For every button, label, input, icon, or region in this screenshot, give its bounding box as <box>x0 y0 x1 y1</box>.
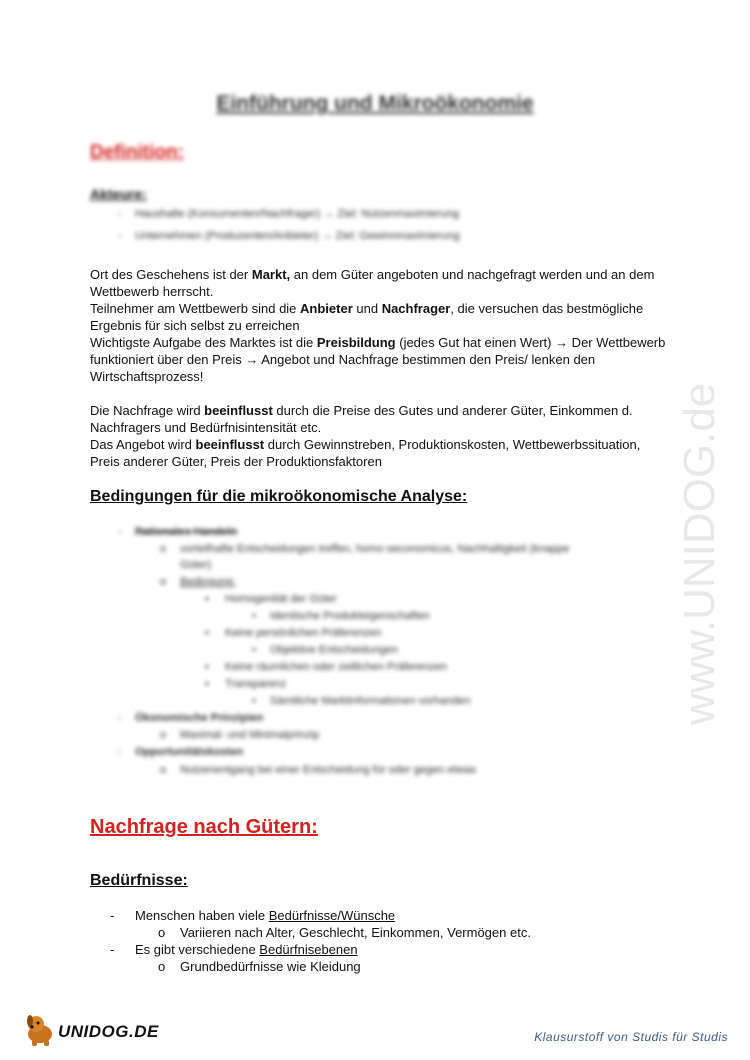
beduerfnisse-heading: Bedürfnisse: <box>90 872 188 889</box>
list-item: Homogenität der Güter <box>225 593 337 605</box>
akteure-item: Unternehmen (Produzenten/Anbieter) → Ziel: Gewinnmaximierung <box>135 230 460 242</box>
paragraph-market: Ort des Geschehens ist der Markt, an dem Güter angeboten und nachgefragt werden und an dem Wettbewerb herrscht. Teilnehmer am Wettbewerb sind die Anbieter und Nachfrager, die versuchen das bestmögliche Ergebnis für sich selbst zu erreichen Wichtigste Aufgabe des Marktes ist die Preisbildung (jedes Gut hat einen Wert) → Der Wettbewerb funktioniert über den Preis → Angebot und Nachfrage bestimmen den Preis/ lenken den Wirtschaftsprozess! <box>90 267 666 384</box>
watermark <box>670 280 730 730</box>
list-item: vorteilhafte Entscheidungen treffen, homo oeconomicus, Nachhaltigkeit (knappe <box>180 543 570 555</box>
akteure-bullet: - <box>118 208 122 220</box>
list-item: Güter) <box>180 559 212 571</box>
list-item: Transparenz <box>225 678 287 690</box>
list-item: Opportunitätskosten <box>135 746 244 758</box>
akteure-bullet: - <box>118 230 122 242</box>
document-page: Einführung und Mikroökonomie Definition: Akteure: - Haushalte (Konsumenten/Nachfrager) → Ziel: Nutzenmaximierung - Unternehmen (Produzenten/Anbieter) → Ziel: Gewinnmaximierung Ort des Geschehens ist der Markt, an dem Güter angeboten und nachgefragt werden und an dem Wettbewerb herrscht. Teilnehmer am Wettbewerb sind die Anbieter und Nachfrager, die versuchen das bestmögliche Ergebnis für sich selbst zu erreichen Wichtigste Aufgabe des Marktes ist die Preisbildung (jedes Gut hat einen Wert) → Der Wettbewerb funktioniert über den Preis → Angebot und Nachfrage bestimmen den Preis/ lenken den Wirtschaftsprozess! Die Nachfrage wird beeinflusst durch die Preise des Gutes und anderer Güter, Einkommen d. Nachfragers und Bedürfnisintensität etc. Das Angebot wird beeinflusst durch Gewinnstreben, Produktionskosten, Wettbewerbssituation, Preis anderer Güter, Preis der Produktionsfaktoren Bedingungen für die mikroökonomische Analyse: - Rationales Handeln o vorteilhafte Entscheidungen treffen, homo oeconomicus, Nachhaltigkeit (knappe Güter) o Bedingung: ▪ Homogenität der Güter • Identische Produkteigenschaften ▪ Keine persönlichen Präferenzen • Objektive Entscheidungen ▪ Keine räumlichen oder zeitlichen Präferenzen ▪ Transparenz • Sämtliche Marktinformationen vorhanden - Ökonomische Prinzipien o Maximal- und Minimalprinzip - Opportunitätskosten o Nutzenentgang bei einer Entscheidung für oder gegen etwas Nachfrage nach Gütern: Bedürfnisse: - Menschen haben viele Bedürfnisse/Wünsche o Variieren nach Alter, Geschlecht, Einkommen, Vermögen etc. - Es gibt verschiedene Bedürfnisebenen o Grundbedürfnisse wie Kleidung www.UNIDOG.de UNIDOG.DE Klausurstoff von Studis für Studis <box>0 0 750 1060</box>
definition-heading: Definition: <box>90 142 184 163</box>
list-item: Bedingung: <box>180 576 236 588</box>
list-item: Sämtliche Marktinformationen vorhanden <box>270 695 471 707</box>
document-title: Einführung und Mikroökonomie <box>216 92 534 115</box>
watermark-text: www.UNIDOG.de <box>675 382 724 725</box>
paragraph-influence: Die Nachfrage wird beeinflusst durch die Preise des Gutes und anderer Güter, Einkommen d. Nachfragers und Bedürfnisintensität etc. Das Angebot wird beeinflusst durch Gewinnstreben, Produktionskosten, Wettbewerbssituation, Preis anderer Güter, Preis der Produktionsfaktoren <box>90 403 641 469</box>
list-item: Objektive Entscheidungen <box>270 644 398 656</box>
footer-tagline: Klausurstoff von Studis für Studis <box>534 1030 728 1044</box>
akteure-item: Haushalte (Konsumenten/Nachfrager) → Ziel: Nutzenmaximierung <box>135 208 460 220</box>
list-item: Identische Produkteigenschaften <box>270 610 430 622</box>
nachfrage-heading: Nachfrage nach Gütern: <box>90 816 318 838</box>
akteure-heading: Akteure: <box>90 186 147 202</box>
list-item: Keine persönlichen Präferenzen <box>225 627 382 639</box>
list-item: Variieren nach Alter, Geschlecht, Einkommen, Vermögen etc. <box>180 925 531 940</box>
list-item: Ökonomische Prinzipien <box>135 712 264 724</box>
bedingungen-heading: Bedingungen für die mikroökonomische Analyse: <box>90 488 468 505</box>
list-item: Maximal- und Minimalprinzip <box>180 729 320 741</box>
list-item: Nutzenentgang bei einer Entscheidung für oder gegen etwas <box>180 764 476 776</box>
logo-text: UNIDOG.DE <box>58 1022 159 1041</box>
list-item: Es gibt verschiedene Bedürfnisebenen <box>135 942 358 957</box>
list-item: Keine räumlichen oder zeitlichen Präferenzen <box>225 661 447 673</box>
list-item: Grundbedürfnisse wie Kleidung <box>180 959 361 974</box>
list-item: Menschen haben viele Bedürfnisse/Wünsche <box>135 908 396 923</box>
list-item: Rationales Handeln <box>135 526 238 538</box>
